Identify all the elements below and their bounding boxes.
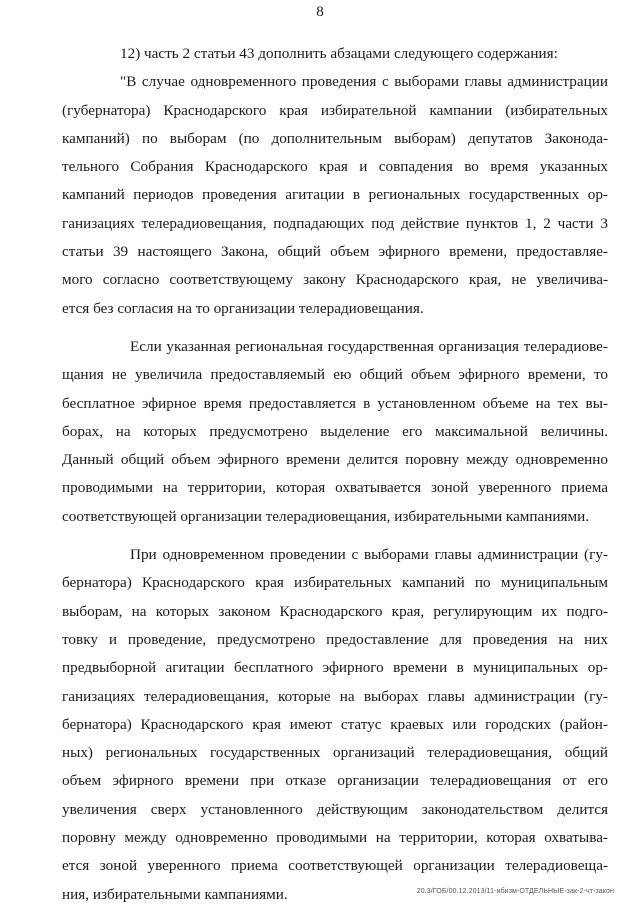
text-line: увеличения сверх установленного действующим законодательством делится (62, 800, 608, 818)
text-line: Если указанная региональная государственная организация телерадиове- (130, 337, 608, 355)
text-line: ных) региональных государственных организаций телерадиовещания, общий (62, 744, 608, 762)
document-body (62, 40, 608, 909)
text-line: "В случае одновременного проведения с выборами главы администрации (120, 73, 608, 91)
text-line: кампаний периодов проведения агитации в региональных государственных ор- (62, 186, 608, 204)
text-line: мого согласно соответствующему закону Краснодарского края, не увеличива- (62, 271, 608, 289)
text-line: ганизациях телерадиовещания, которые на выборах главы администрации (гу- (62, 687, 608, 705)
text-line: Данный общий объем эфирного времени делится поровну между одновременно (62, 451, 608, 469)
paragraph (62, 541, 608, 909)
text-line: ганизациях телерадиовещания, подпадающих под действие пунктов 1, 2 части 3 (62, 214, 608, 232)
text-line: ния, избирательными кампаниями. (62, 885, 288, 903)
text-line: бернатора) Краснодарского края избирательных кампаний по муниципальным (62, 574, 608, 592)
text-line: объем эфирного времени при отказе организации телерадиовещания от его (62, 772, 608, 790)
text-line: щания не увеличила предоставляемый ею общий объем эфирного времени, то (62, 366, 608, 384)
text-line: бесплатное эфирное время предоставляется в установленном объеме на тех вы- (62, 394, 608, 412)
text-line: проводимыми на территории, которая охватывается зоной уверенного приема (62, 479, 608, 497)
text-line: 12) часть 2 статьи 43 дополнить абзацами следующего содержания: (120, 45, 558, 62)
text-line: борах, на которых предусмотрено выделение его максимальной величины. (62, 422, 608, 440)
page-number: 8 (316, 4, 324, 20)
paragraph (62, 40, 608, 68)
paragraph (62, 333, 608, 531)
text-line: выборам, на которых законом Краснодарского края, регулирующим их подго- (62, 602, 608, 620)
text-line: ется зоной уверенного приема соответствующей организации телерадиовеща- (62, 857, 608, 875)
text-line: тельного Собрания Краснодарского края и совпадения во время указанных (62, 158, 608, 176)
text-line: предвыборной агитации бесплатного эфирного времени в муниципальных ор- (62, 659, 608, 677)
text-line: товку и проведение, предусмотрено предоставление для проведения на них (62, 630, 608, 648)
text-line: При одновременном проведении с выборами главы администрации (гу- (130, 546, 608, 564)
paragraph (62, 68, 608, 323)
text-line: статьи 39 настоящего Закона, общий объем эфирного времени, предоставляе- (62, 243, 608, 261)
text-line: ется без согласия на то организации телерадиовещания. (62, 299, 424, 317)
text-line: (губернатора) Краснодарского края избирательной кампании (избирательных (62, 101, 608, 119)
text-line: кампаний) по выборам (по дополнительным выборам) депутатов Законода- (62, 129, 608, 147)
text-line: соответствующей организации телерадиовещания, избирательными кампаниями. (62, 507, 590, 525)
footer-file-reference: 20.3/ГОБ/00.12.2013/11-ибизм-ОТДЕЛЬНЫЕ-зак-2-чт-закон (416, 888, 614, 895)
text-line: поровну между одновременно проводимыми на территории, которая охватыва- (62, 829, 608, 847)
text-line: бернатора) Краснодарского края имеют статус краевых или городских (район- (62, 715, 608, 733)
